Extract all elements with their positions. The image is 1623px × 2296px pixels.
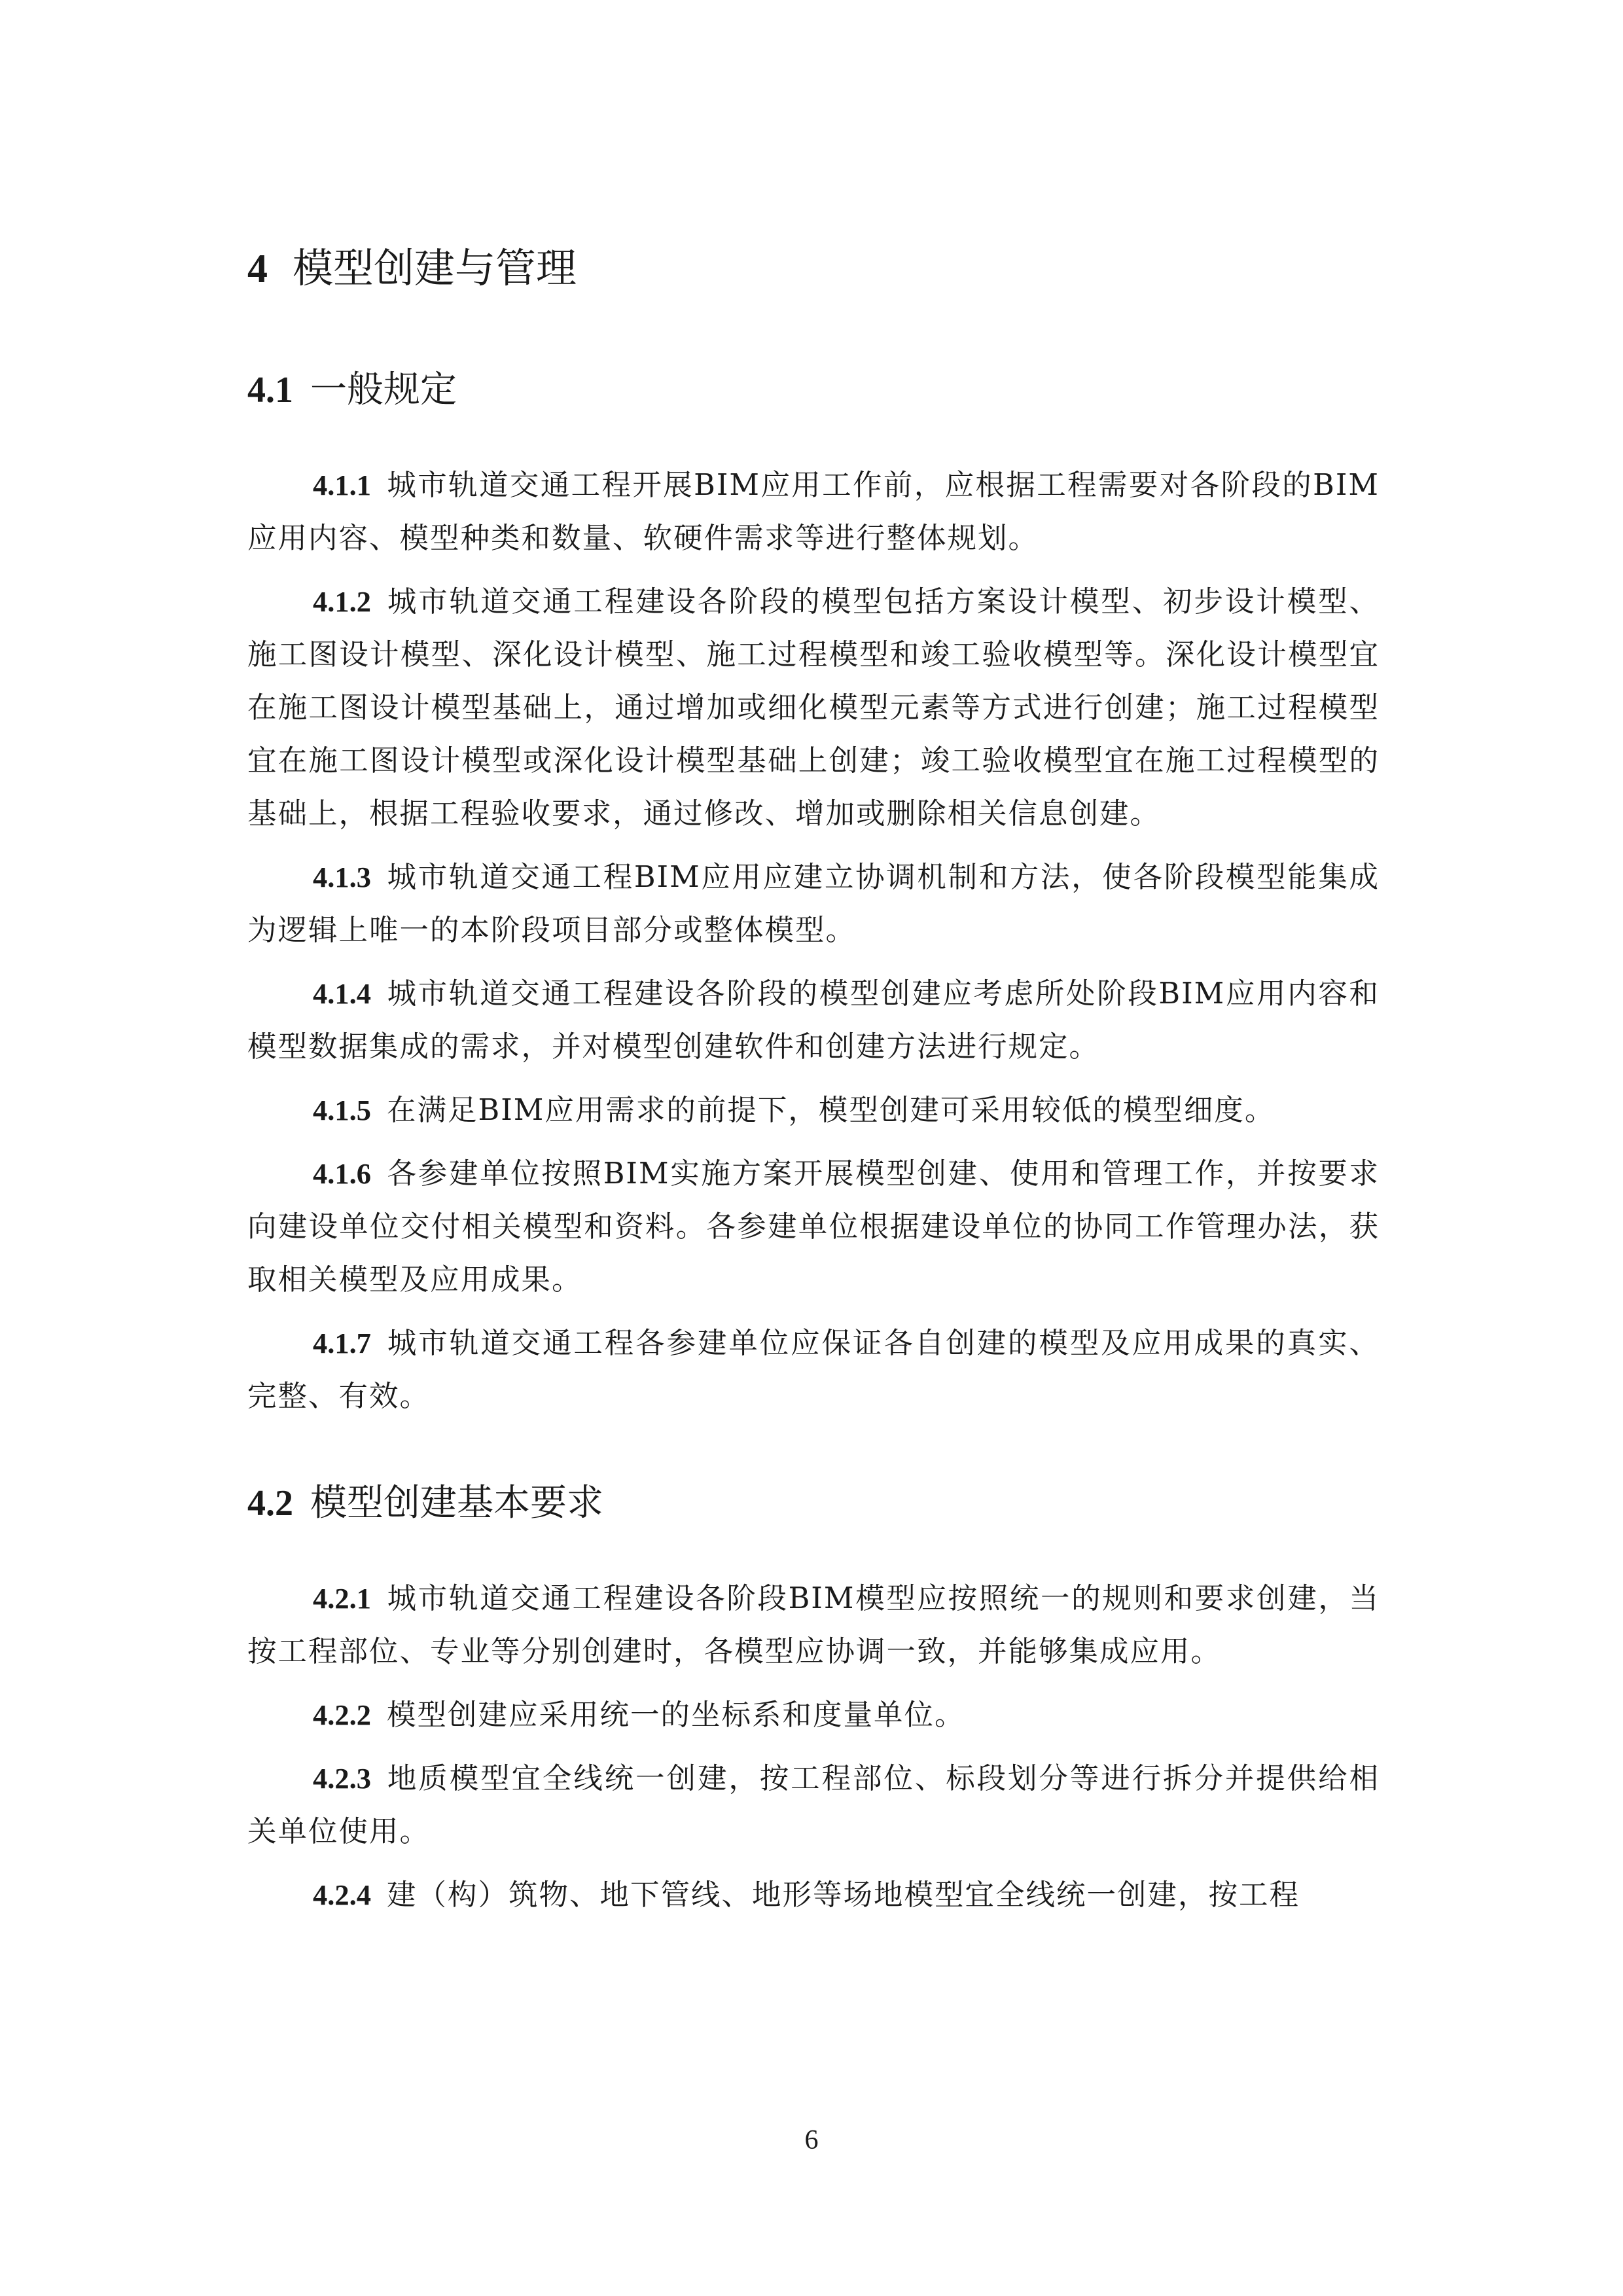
clause-4-1-4 [247, 967, 1380, 1073]
clause-4-2-1 [247, 1572, 1380, 1678]
clause-4-1-2 [247, 575, 1380, 840]
clause-4-1-6 [247, 1147, 1380, 1306]
clause-4-1-1 [247, 459, 1380, 565]
clause-text: 在满足BIM应用需求的前提下，模型创建可采用较低的模型细度。 [387, 1094, 1275, 1127]
clause-text: 地质模型宜全线统一创建，按工程部位、标段划分等进行拆分并提供给相关单位使用。 [247, 1762, 1380, 1848]
page-content [247, 236, 1380, 1932]
clause-text: 城市轨道交通工程建设各阶段的模型包括方案设计模型、初步设计模型、施工图设计模型、深化设计模型、施工过程模型和竣工验收模型等。深化设计模型宜在施工图设计模型基础上，通过增加或细化模型元素等方式进行创建；施工过程模型宜在施工图设计模型或深化设计模型基础上创建；竣工验收模型宜在施工过程模型的基础上，根据工程验收要求，通过修改、增加或删除相关信息创建。 [247, 585, 1380, 831]
section-heading-4-1 [247, 361, 1380, 420]
page-number: 6 [804, 2125, 819, 2155]
clause-number: 4.1.6 [313, 1157, 371, 1190]
clause-4-2-2 [247, 1689, 1380, 1742]
clause-number: 4.2.1 [313, 1582, 371, 1615]
clause-number: 4.2.4 [313, 1878, 371, 1911]
clause-4-1-5 [247, 1084, 1380, 1137]
clause-text: 各参建单位按照BIM实施方案开展模型创建、使用和管理工作，并按要求向建设单位交付相关模型和资料。各参建单位根据建设单位的协同工作管理办法，获取相关模型及应用成果。 [247, 1157, 1380, 1297]
clause-text: 模型创建应采用统一的坐标系和度量单位。 [387, 1698, 965, 1732]
clause-number: 4.2.3 [313, 1762, 371, 1795]
clause-4-2-4 [247, 1869, 1380, 1922]
clause-text: 城市轨道交通工程开展BIM应用工作前，应根据工程需要对各阶段的BIM应用内容、模型种类和数量、软硬件需求等进行整体规划。 [247, 469, 1380, 555]
clause-number: 4.2.2 [313, 1698, 371, 1731]
clause-text: 建（构）筑物、地下管线、地形等场地模型宜全线统一创建，按工程 [387, 1878, 1300, 1912]
clause-4-1-7 [247, 1317, 1380, 1423]
clause-text: 城市轨道交通工程建设各阶段BIM模型应按照统一的规则和要求创建，当按工程部位、专业等分别创建时，各模型应协调一致，并能够集成应用。 [247, 1582, 1380, 1668]
clause-number: 4.1.4 [313, 977, 371, 1010]
clause-4-1-3 [247, 851, 1380, 957]
clause-number: 4.1.7 [313, 1327, 371, 1359]
clause-text: 城市轨道交通工程建设各阶段的模型创建应考虑所处阶段BIM应用内容和模型数据集成的需求，并对模型创建软件和创建方法进行规定。 [247, 977, 1380, 1064]
chapter-number: 4 [247, 247, 268, 291]
clause-number: 4.1.3 [313, 861, 371, 893]
section-title: 一般规定 [310, 368, 457, 411]
clause-text: 城市轨道交通工程BIM应用应建立协调机制和方法，使各阶段模型能集成为逻辑上唯一的本阶段项目部分或整体模型。 [247, 861, 1380, 947]
chapter-heading [247, 236, 1380, 302]
section-heading-4-2 [247, 1474, 1380, 1533]
clause-text: 城市轨道交通工程各参建单位应保证各自创建的模型及应用成果的真实、完整、有效。 [247, 1327, 1380, 1413]
clause-number: 4.1.1 [313, 469, 371, 501]
section-title: 模型创建基本要求 [310, 1482, 603, 1524]
clause-number: 4.1.5 [313, 1094, 371, 1126]
section-number: 4.2 [247, 1483, 293, 1524]
clause-4-2-3 [247, 1752, 1380, 1858]
section-number: 4.1 [247, 370, 293, 410]
clause-number: 4.1.2 [313, 585, 371, 618]
chapter-title: 模型创建与管理 [293, 244, 577, 292]
